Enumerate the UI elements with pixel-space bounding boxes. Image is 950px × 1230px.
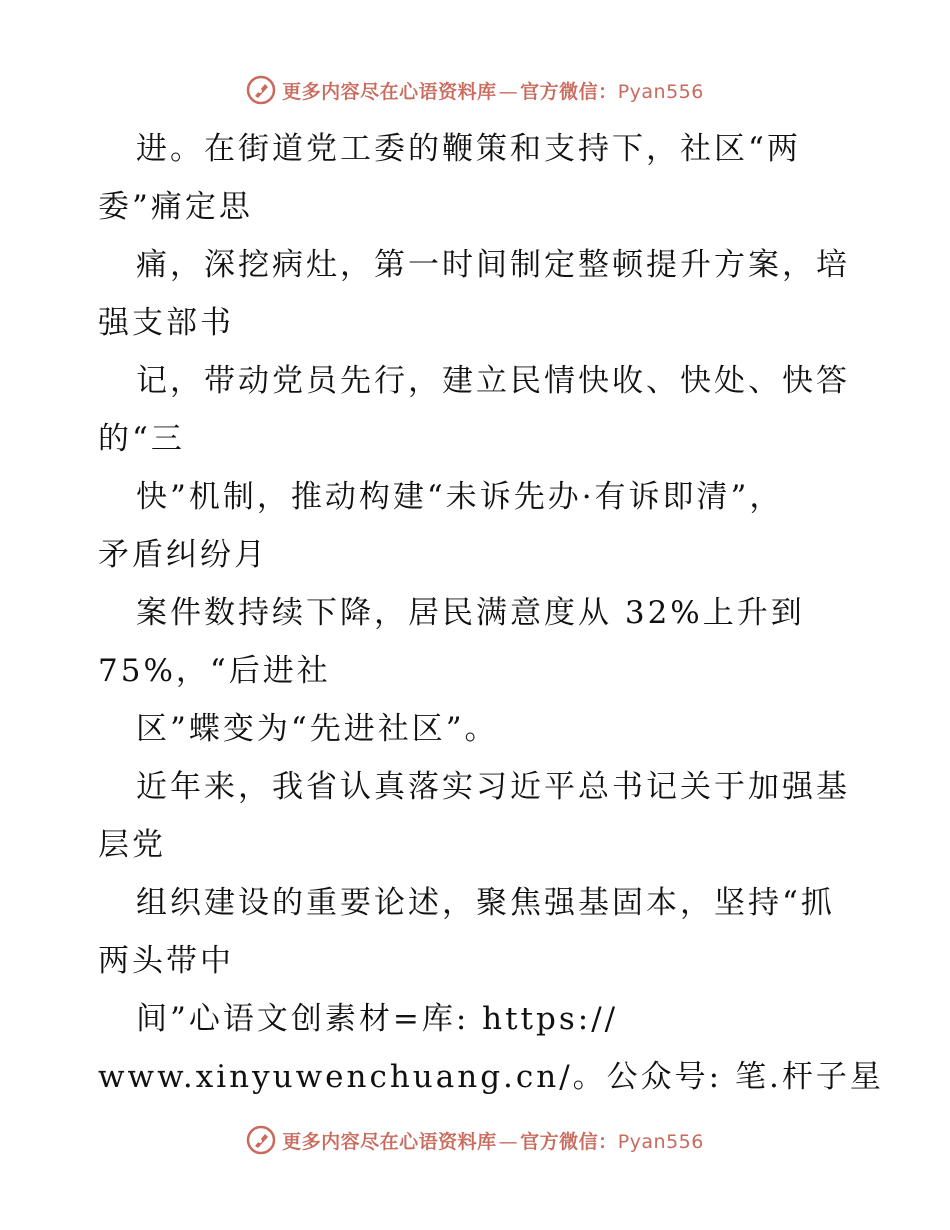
text-line: 痛，深挖病灶，第一时间制定整顿提升方案，培: [136, 247, 850, 283]
text-line: 两头带中: [98, 943, 234, 979]
text-line: 强支部书: [98, 305, 234, 341]
header-watermark-dash: —: [498, 80, 519, 103]
header-watermark-banner: [0, 70, 950, 110]
text-line: 组织建设的重要论述，聚焦强基固本，坚持“抓: [136, 885, 835, 921]
footer-watermark-dash: —: [498, 1130, 519, 1153]
text-line: 区”蝶变为“先进社区”。: [136, 711, 499, 747]
text-line: 间”心语文创素材=库: https://: [136, 1001, 619, 1037]
header-watermark-official: 官方微信：: [520, 80, 618, 103]
fountain-pen-logo-icon: [246, 1125, 276, 1155]
text-line: 委”痛定思: [98, 189, 253, 225]
text-line: 进。在街道党工委的鞭策和支持下，社区“两: [136, 131, 801, 167]
footer-watermark-wechat: Pyan556: [617, 1130, 704, 1153]
header-watermark-text: [282, 77, 704, 104]
text-line: 记，带动党员先行，建立民情快收、快处、快答: [136, 363, 850, 399]
text-line: 的“三: [98, 421, 185, 457]
text-line: 快”机制，推动构建“未诉先办·有诉即清”，: [136, 479, 784, 515]
text-line: 75%，“后进社: [98, 653, 331, 689]
footer-watermark-official: 官方微信：: [520, 1130, 618, 1153]
text-line: www.xinyuwenchuang.cn/。公众号: 笔.杆子星: [98, 1059, 884, 1095]
footer-watermark-text: [282, 1127, 704, 1154]
footer-watermark-banner: [0, 1120, 950, 1160]
text-line: 案件数持续下降，居民满意度从 32%上升到: [136, 595, 805, 631]
text-line: 层党: [98, 827, 166, 863]
header-watermark-wechat: Pyan556: [617, 80, 704, 103]
text-line: 近年来，我省认真落实习近平总书记关于加强基: [136, 769, 850, 805]
fountain-pen-logo-icon: [246, 75, 276, 105]
header-watermark-main: 更多内容尽在心语资料库: [282, 80, 497, 103]
text-line: 矛盾纠纷月: [98, 537, 268, 573]
footer-watermark-main: 更多内容尽在心语资料库: [282, 1130, 497, 1153]
